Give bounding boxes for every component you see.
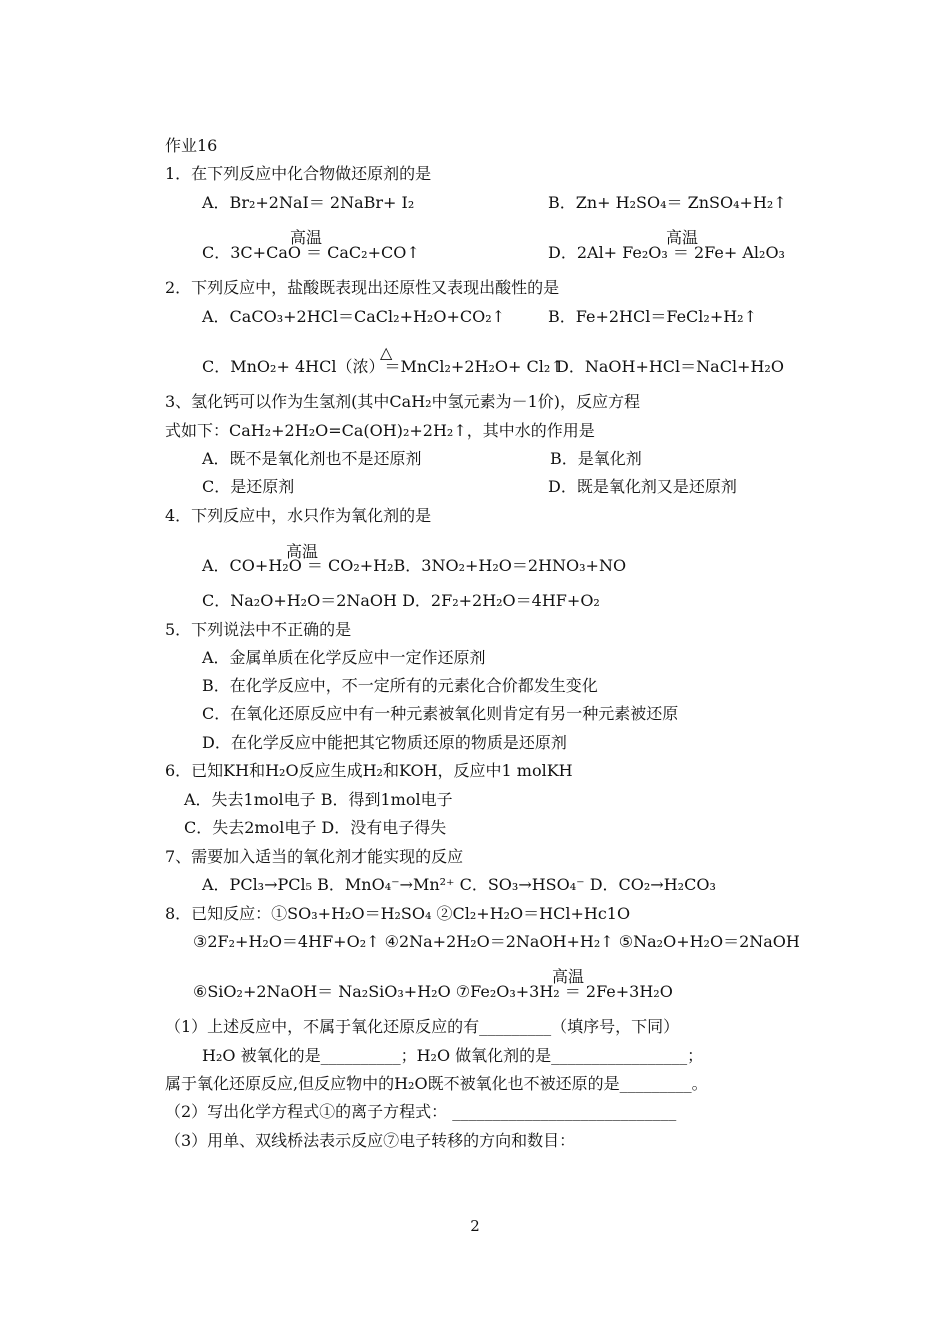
q8-reactions-row3: ⑥SiO₂+2NaOH＝ Na₂SiO₃+H₂O ⑦Fe₂O₃+3H₂ ＝ 2Fe+3H₂O	[193, 982, 673, 1001]
q8-part1-line3: 属于氧化还原反应,但反应物中的H₂O既不被氧化也不被还原的是_________。	[165, 1074, 708, 1093]
q8-part3: （3）用单、双线桥法表示反应⑦电子转移的方向和数目：	[165, 1131, 576, 1150]
q5-stem: 5．下列说法中不正确的是	[165, 620, 352, 639]
q4-a-condition: 高温	[286, 542, 319, 561]
q5-option-b: B．在化学反应中，不一定所有的元素化合价都发生变化	[202, 676, 598, 695]
page-number: 2	[470, 1217, 480, 1235]
q2-option-c: C．MnO₂+ 4HCl（浓）＝MnCl₂+2H₂O+ Cl₂↑	[202, 357, 564, 376]
q1-option-c: C．3C+CaO ＝ CaC₂+CO↑	[202, 243, 420, 262]
q8-part1-line2: H₂O 被氧化的是__________；H₂O 做氧化剂的是_________________；	[202, 1046, 704, 1065]
q1-d-condition: 高温	[666, 228, 699, 247]
q2-stem: 2．下列反应中，盐酸既表现出还原性又表现出酸性的是	[165, 278, 560, 297]
q1-option-d: D．2Al+ Fe₂O₃ ＝ 2Fe+ Al₂O₃	[548, 243, 785, 262]
q4-stem: 4．下列反应中，水只作为氧化剂的是	[165, 506, 432, 525]
q3-option-d: D．既是氧化剂又是还原剂	[548, 477, 737, 496]
q6-stem: 6．已知KH和H₂O反应生成H₂和KOH，反应中1 molKH	[165, 761, 573, 780]
q5-option-a: A．金属单质在化学反应中一定作还原剂	[202, 648, 486, 667]
q8-part1: （1）上述反应中，不属于氧化还原反应的有_________（填序号，下同）	[165, 1017, 680, 1036]
q8-part2: （2）写出化学方程式①的离子方程式： ____________________________	[165, 1102, 677, 1121]
q1-stem: 1．在下列反应中化合物做还原剂的是	[165, 164, 432, 183]
q8-r7-condition: 高温	[552, 967, 585, 986]
q1-option-b: B．Zn+ H₂SO₄＝ ZnSO₄+H₂↑	[548, 193, 787, 212]
q5-option-d: D．在化学反应中能把其它物质还原的物质是还原剂	[202, 733, 567, 752]
q3-option-c: C．是还原剂	[202, 477, 295, 496]
q8-reactions-row2: ③2F₂+H₂O＝4HF+O₂↑ ④2Na+2H₂O＝2NaOH+H₂↑ ⑤Na₂O+H₂O＝2NaOH	[193, 932, 800, 951]
q2-c-condition: △	[380, 343, 393, 362]
q1-option-a: A．Br₂+2NaI＝ 2NaBr+ I₂	[202, 193, 415, 212]
q3-option-a: A．既不是氧化剂也不是还原剂	[202, 449, 422, 468]
q3-stem-line1: 3、氢化钙可以作为生氢剂(其中CaH₂中氢元素为－1价)，反应方程	[165, 392, 640, 411]
q3-stem-line2: 式如下：CaH₂+2H₂O=Ca(OH)₂+2H₂↑，其中水的作用是	[165, 421, 595, 440]
q6-options-ab: A．失去1mol电子 B．得到1mol电子	[184, 790, 453, 809]
assignment-title: 作业16	[165, 136, 218, 155]
q8-stem: 8．已知反应：①SO₃+H₂O＝H₂SO₄ ②Cl₂+H₂O＝HCl+Hc1O	[165, 904, 631, 923]
q6-options-cd: C．失去2mol电子 D．没有电子得失	[184, 818, 447, 837]
q1-c-condition: 高温	[290, 228, 323, 247]
q4-options-ab: A．CO+H₂O ＝ CO₂+H₂B．3NO₂+H₂O＝2HNO₃+NO	[202, 556, 627, 575]
q2-option-d: D．NaOH+HCl＝NaCl+H₂O	[556, 357, 784, 376]
q7-options: A．PCl₃→PCl₅ B．MnO₄⁻→Mn²⁺ C．SO₃→HSO₄⁻ D．CO₂→H₂CO₃	[202, 875, 716, 894]
q4-options-cd: C．Na₂O+H₂O＝2NaOH D．2F₂+2H₂O＝4HF+O₂	[202, 591, 600, 610]
q2-option-a: A．CaCO₃+2HCl＝CaCl₂+H₂O+CO₂↑	[202, 307, 506, 326]
q5-option-c: C．在氧化还原反应中有一种元素被氧化则肯定有另一种元素被还原	[202, 704, 679, 723]
q3-option-b: B．是氧化剂	[550, 449, 642, 468]
q7-stem: 7、需要加入适当的氧化剂才能实现的反应	[165, 847, 464, 866]
q2-option-b: B．Fe+2HCl＝FeCl₂+H₂↑	[548, 307, 758, 326]
